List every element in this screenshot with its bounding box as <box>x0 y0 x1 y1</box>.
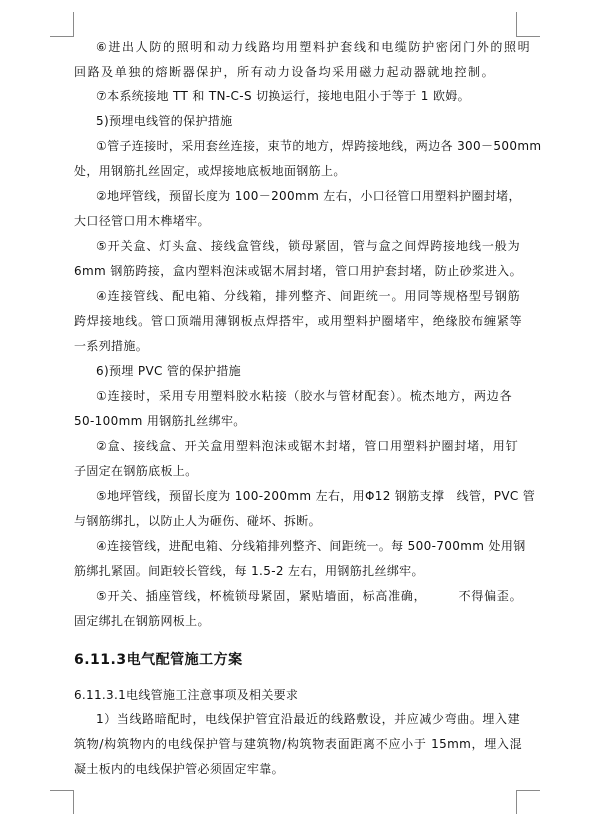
text-line: 1）当线路暗配时，电线保护管宜沿最近的线路敷设，并应减少弯曲。埋入建 <box>96 712 520 726</box>
text-line: ②地坪管线，预留长度为 100－200mm 左右，小口径管口用塑料护圈封堵， <box>96 189 521 203</box>
text-line: 50-100mm 用钢筋扎丝绑牢。 <box>74 414 246 428</box>
crop-mark-bottom-left-v <box>73 790 74 814</box>
text-line: 筋绑扎紧固。间距较长管线，每 1.5-2 左右，用钢筋扎丝绑牢。 <box>74 564 424 578</box>
text-line: ⑤开关盒、灯头盒、接线盒管线，锁母紧固，管与盒之间焊跨接地线一般为 <box>96 239 520 253</box>
text-line: 处，用钢筋扎丝固定，或焊接地底板地面钢筋上。 <box>74 164 346 178</box>
crop-mark-bottom-left-h <box>50 790 74 791</box>
crop-mark-top-right-v <box>516 12 517 36</box>
crop-mark-top-left-h <box>50 36 74 37</box>
text-line: 子固定在钢筋底板上。 <box>74 464 198 478</box>
text-line: 凝土板内的电线保护管必须固定牢靠。 <box>74 762 284 776</box>
crop-mark-top-left-v <box>73 12 74 36</box>
text-line: ①连接时，采用专用塑料胶水粘接（胶水与管材配套）。梳杰地方，两边各 <box>96 389 512 403</box>
text-line: ④连接管线，进配电箱、分线箱排列整齐、间距统一。每 500-700mm 处用钢 <box>96 539 526 553</box>
text-line: 跨焊接地线。管口顶端用薄钢板点焊搭牢，或用塑料护圈堵牢，绝缘胶布缠紧等 <box>74 314 522 328</box>
text-line: 6)预埋 PVC 管的保护措施 <box>96 364 242 378</box>
text-line: ①管子连接时，采用套丝连接，束节的地方，焊跨接地线，两边各 300－500mm <box>96 139 542 153</box>
crop-mark-top-right-h <box>516 36 540 37</box>
text-line: 大口径管口用木榫堵牢。 <box>74 214 210 228</box>
text-line: 与钢筋绑扎，以防止人为砸伤、碰坏、拆断。 <box>74 514 322 528</box>
crop-mark-bottom-right-v <box>516 790 517 814</box>
text-line: ⑤地坪管线，预留长度为 100-200mm 左右，用Φ12 钢筋支撑 线管，PVC 管 <box>96 489 536 503</box>
text-line: 6mm 钢筋跨接，盒内塑料泡沫或锯木屑封堵，管口用护套封堵，防止砂浆进入。 <box>74 264 522 278</box>
text-line: 筑物/构筑物内的电线保护管与建筑物/构筑物表面距离不应小于 15mm，埋入混 <box>74 737 522 751</box>
text-line: 5)预埋电线管的保护措施 <box>96 114 233 128</box>
section-heading: 6.11.3电气配管施工方案 <box>74 652 243 668</box>
crop-mark-bottom-right-h <box>516 790 540 791</box>
text-line: ⑦本系统接地 TT 和 TN-C-S 切换运行，接地电阻小于等于 1 欧姆。 <box>96 89 470 103</box>
subsection-heading: 6.11.3.1电线管施工注意事项及相关要求 <box>74 688 299 702</box>
text-line: 回路及单独的熔断器保护，所有动力设备均采用磁力起动器就地控制。 <box>74 65 494 79</box>
text-line: 一系列措施。 <box>74 339 149 353</box>
text-line: ⑥进出人防的照明和动力线路均用塑料护套线和电缆防护密闭门外的照明 <box>96 40 530 54</box>
text-line: 固定绑扎在钢筋网板上。 <box>74 614 210 628</box>
text-line: ⑤开关、插座管线，杯梳锁母紧固，紧贴墙面，标高准确， 不得偏歪。 <box>96 589 522 603</box>
text-line: ②盒、接线盒、开关盒用塑料泡沫或锯木封堵，管口用塑料护圈封堵，用钉 <box>96 439 518 453</box>
text-line: ④连接管线、配电箱、分线箱，排列整齐、间距统一。用同等规格型号钢筋 <box>96 289 520 303</box>
